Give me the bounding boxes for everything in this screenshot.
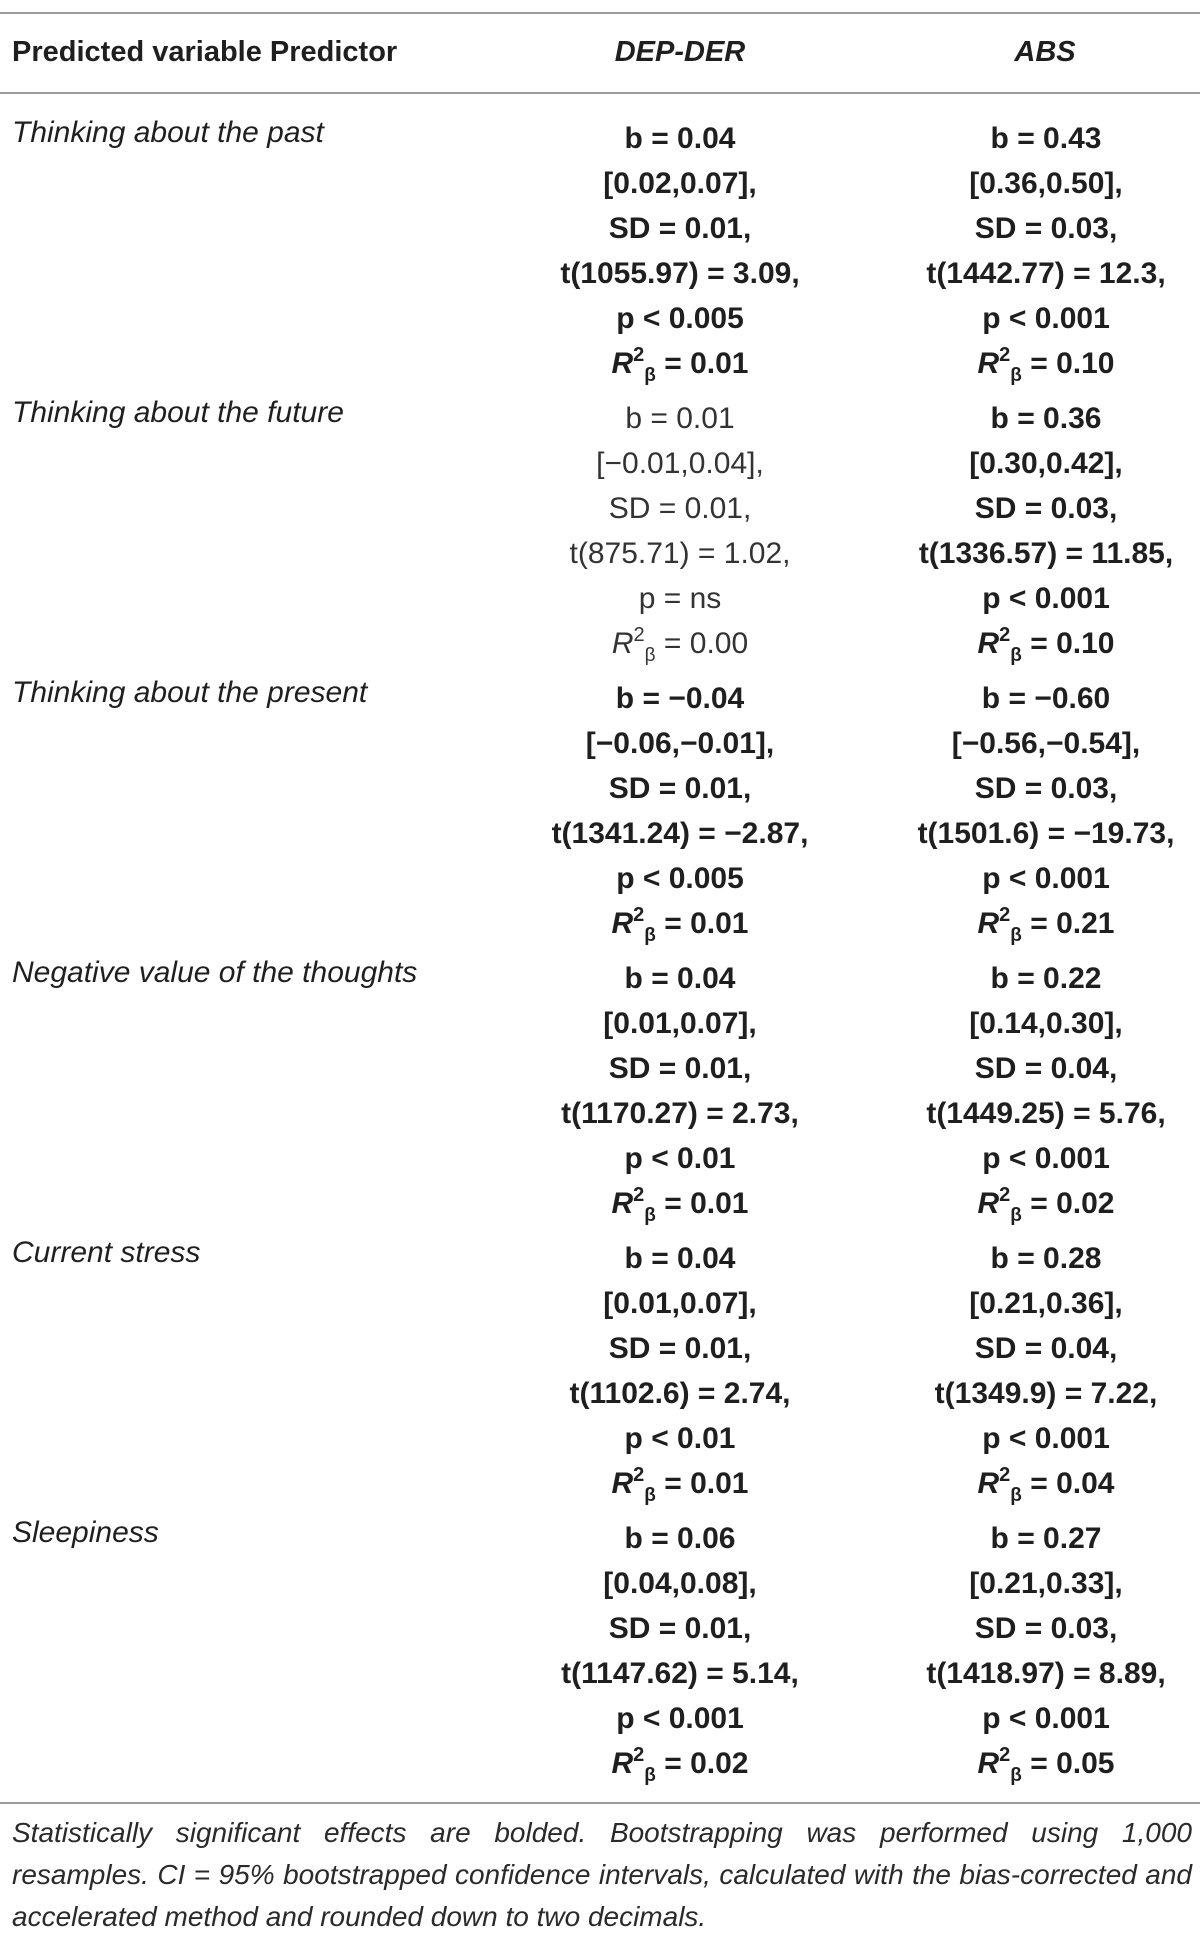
p-value: p < 0.005 (616, 302, 744, 335)
sd-value: SD = 0.04, (974, 1052, 1118, 1085)
ci-value: [0.36,0.50], (969, 167, 1123, 200)
p-value: p < 0.001 (982, 582, 1110, 615)
dep-der-cell (520, 1236, 840, 1506)
abs-cell (886, 676, 1200, 946)
ci-value: [0.21,0.33], (969, 1567, 1123, 1600)
sd-value: SD = 0.03, (974, 772, 1118, 805)
table-row (0, 1494, 1200, 1786)
abs-cell (886, 1516, 1200, 1786)
ci-value: [0.04,0.08], (603, 1567, 757, 1600)
sd-value: SD = 0.01, (608, 1612, 752, 1645)
table-row (0, 934, 1200, 1226)
b-value: b = 0.43 (990, 122, 1102, 155)
ci-value: [0.01,0.07], (603, 1287, 757, 1320)
r2-value: $R^2_\beta = 0.02$ (977, 1184, 1115, 1226)
table-body (0, 94, 1200, 1786)
t-value: t(1501.6) = −19.73, (917, 817, 1175, 850)
abs-cell (886, 956, 1200, 1226)
r2-value: $R^2_\beta = 0.10$ (977, 344, 1115, 386)
ci-value: [−0.01,0.04], (596, 447, 764, 480)
predictor-label: Negative value of the thoughts (12, 956, 418, 989)
t-value: t(1341.24) = −2.87, (551, 817, 809, 850)
r2-value: $R^2_\beta = 0.01$ (611, 1464, 749, 1506)
predictor-label: Sleepiness (12, 1516, 159, 1549)
p-value: p < 0.001 (982, 1142, 1110, 1175)
sd-value: SD = 0.01, (608, 772, 752, 805)
sd-value: SD = 0.03, (974, 492, 1118, 525)
ci-value: [−0.06,−0.01], (585, 727, 775, 760)
dep-der-cell (520, 676, 840, 946)
ci-value: [0.02,0.07], (603, 167, 757, 200)
ci-value: [0.30,0.42], (969, 447, 1123, 480)
dep-der-cell (520, 116, 840, 386)
t-value: t(875.71) = 1.02, (569, 537, 791, 570)
r2-value: $R^2_\beta = 0.10$ (977, 624, 1115, 666)
table-header (0, 12, 1200, 92)
p-value: p < 0.001 (982, 1422, 1110, 1455)
predictor-label: Thinking about the past (12, 116, 324, 149)
sd-value: SD = 0.03, (974, 212, 1118, 245)
r2-value: $R^2_\beta = 0.01$ (611, 904, 749, 946)
t-value: t(1170.27) = 2.73, (561, 1097, 799, 1130)
t-value: t(1418.97) = 8.89, (926, 1657, 1166, 1690)
bottom-rule (0, 1802, 1200, 1804)
ci-value: [0.01,0.07], (603, 1007, 757, 1040)
sd-value: SD = 0.01, (608, 1332, 752, 1365)
r2-value: $R^2_\beta = 0.01$ (611, 344, 749, 386)
header-abs: ABS (1014, 36, 1076, 68)
p-value: p < 0.001 (982, 862, 1110, 895)
b-value: b = −0.60 (981, 682, 1111, 715)
sd-value: SD = 0.01, (608, 1052, 752, 1085)
sd-value: SD = 0.04, (974, 1332, 1118, 1365)
t-value: t(1336.57) = 11.85, (918, 537, 1174, 570)
abs-cell (886, 396, 1200, 666)
ci-value: [0.21,0.36], (969, 1287, 1123, 1320)
p-value: p < 0.001 (616, 1702, 744, 1735)
b-value: b = 0.06 (624, 1522, 736, 1555)
abs-cell (886, 116, 1200, 386)
r2-value: $R^2_\beta = 0.21$ (977, 904, 1115, 946)
b-value: b = 0.36 (990, 402, 1102, 435)
table-row (0, 654, 1200, 946)
ci-value: [−0.56,−0.54], (951, 727, 1141, 760)
b-value: b = 0.04 (624, 1242, 736, 1275)
table-row (0, 1214, 1200, 1506)
t-value: t(1055.97) = 3.09, (560, 257, 800, 290)
abs-cell (886, 1236, 1200, 1506)
sd-value: SD = 0.03, (974, 1612, 1118, 1645)
p-value: p < 0.01 (624, 1142, 736, 1175)
dep-der-cell (520, 396, 840, 666)
p-value: p < 0.005 (616, 862, 744, 895)
r2-value: $R^2_\beta = 0.05$ (977, 1744, 1115, 1786)
b-value: b = 0.28 (990, 1242, 1102, 1275)
header-predictor: Predicted variable Predictor (12, 36, 398, 68)
t-value: t(1147.62) = 5.14, (561, 1657, 799, 1690)
dep-der-cell (520, 956, 840, 1226)
p-value: p < 0.01 (624, 1422, 736, 1455)
p-value: p = ns (638, 582, 722, 615)
table-row (0, 374, 1200, 666)
r2-value: $R^2_\beta = 0.04$ (977, 1464, 1115, 1506)
r2-value: $R^2_\beta = 0.02$ (611, 1744, 749, 1786)
predictor-label: Current stress (12, 1236, 201, 1269)
b-value: b = 0.01 (625, 402, 735, 435)
r2-value: $R^2_\beta = 0.01$ (611, 1184, 749, 1226)
b-value: b = 0.04 (624, 122, 736, 155)
sd-value: SD = 0.01, (608, 212, 752, 245)
table-footnote: Statistically significant effects are bolded. Bootstrapping was performed using 1,000 resamples. CI = 95% bootstrapped confidence intervals, calculated with the bias-corrected and accelerated method and rounded down to two decimals. (12, 1817, 1192, 1932)
predictor-label: Thinking about the future (12, 396, 344, 429)
p-value: p < 0.001 (982, 1702, 1110, 1735)
predictor-label: Thinking about the present (12, 676, 368, 709)
dep-der-cell (520, 1516, 840, 1786)
b-value: b = 0.22 (990, 962, 1102, 995)
header-dep-der: DEP-DER (614, 36, 746, 68)
t-value: t(1102.6) = 2.74, (569, 1377, 791, 1410)
p-value: p < 0.001 (982, 302, 1110, 335)
sd-value: SD = 0.01, (608, 492, 752, 525)
b-value: b = 0.27 (990, 1522, 1102, 1555)
b-value: b = −0.04 (615, 682, 745, 715)
t-value: t(1349.9) = 7.22, (934, 1377, 1158, 1410)
r2-value: $R^2_\beta = 0.00$ (611, 624, 749, 666)
t-value: t(1449.25) = 5.76, (926, 1097, 1166, 1130)
t-value: t(1442.77) = 12.3, (926, 257, 1166, 290)
b-value: b = 0.04 (624, 962, 736, 995)
table-row (0, 94, 1200, 386)
ci-value: [0.14,0.30], (969, 1007, 1123, 1040)
